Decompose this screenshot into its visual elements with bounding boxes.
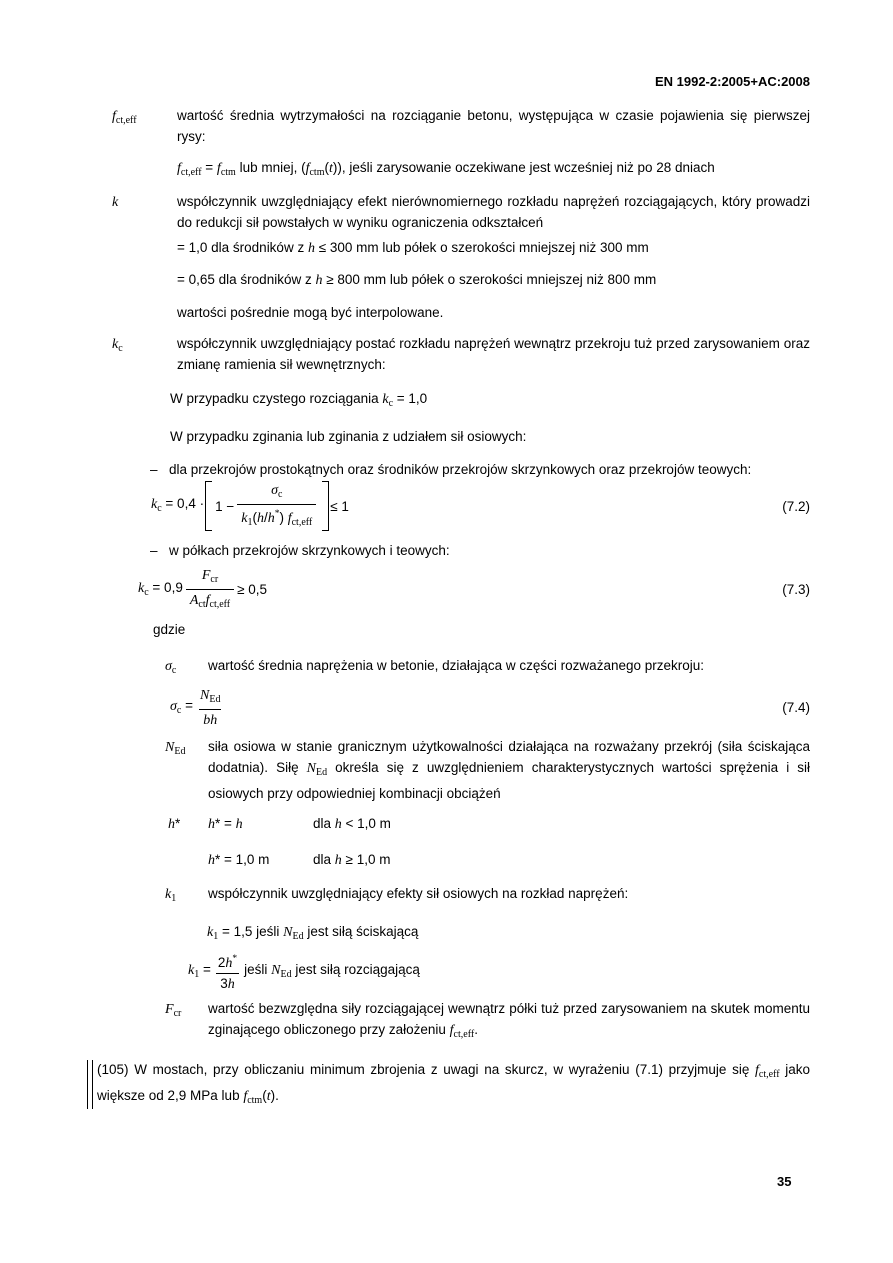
fraction: $\frac{\sigma_c}{k_1(h/h^*) f_{ct,eff}}$ — [237, 480, 316, 532]
note-105-text: (105) W mostach, przy obliczaniu minimum zbrojenia z uwagi na skurcz, w wyrażeniu (7.1) przyjmuje się $f_{ct,eff}$ jako większe od 2,9 MPa lub $f_{ctm}(t)$. — [97, 1062, 810, 1106]
equation-number: (7.3) — [782, 582, 810, 597]
formula-lhs: $\sigma_c$ = — [170, 697, 193, 716]
right-bracket — [322, 481, 329, 531]
hstar-condition: dla h < 1,0 m — [313, 816, 391, 832]
term-text-k: współczynnik uwzględniający efekt nierównomiernego rozkładu naprężeń rozciągających, który prowadzi do redukcji sił powstałych w wyniku ograniczenia odkształceń — [177, 194, 810, 230]
term-text-k1: współczynnik uwzględniający efekty sił osiowych na rozkład naprężeń: — [208, 886, 629, 901]
change-marker-icon — [87, 1060, 93, 1109]
hstar-row-1 — [97, 813, 810, 835]
term-row-k1 — [97, 883, 810, 909]
equation-7-2 — [151, 480, 810, 532]
term-row-fcteff — [97, 105, 810, 147]
formula-inner: 1 − — [215, 498, 235, 514]
fraction: $\frac{2h^*}{3h}$ — [217, 954, 238, 992]
document-header: EN 1992-2:2005+AC:2008 — [654, 74, 810, 89]
rule-k1-compression: $k_1 = 1,5$ jeśli $N_{Ed}$ jest siłą ściskającą — [207, 924, 419, 942]
rule-k-3: wartości pośrednie mogą być interpolowane. — [177, 305, 444, 320]
formula-rhs: jeśli $N_{Ed}$ jest siłą rozciągającą — [244, 962, 420, 980]
formula-lhs: $k_c = 0,9$ — [138, 579, 183, 598]
case-pure-tension: W przypadku czystego rozciągania $k_c = 1,0$ — [170, 391, 428, 409]
document-content — [97, 74, 810, 1111]
term-row-kc — [97, 333, 810, 375]
list-item-rect-sections — [150, 459, 810, 480]
term-row-sigma-c — [97, 655, 810, 681]
rule-k-1: = 1,0 dla środników z h ≤ 300 mm lub półek o szerokości mniejszej niż 300 mm — [177, 240, 649, 256]
term-row-fcr — [97, 998, 810, 1045]
term-text-fcteff: wartość średnia wytrzymałości na rozciąganie betonu, występująca w czasie pojawienia się pierwszej rysy: — [177, 108, 810, 144]
where-label: gdzie — [153, 622, 186, 637]
term-text-sigma-c: wartość średnia naprężenia w betonie, działająca w części rozważanego przekroju: — [208, 658, 705, 673]
hstar-row-2 — [97, 849, 810, 871]
fraction: $\frac{N_{Ed}}{bh}$ — [200, 688, 221, 728]
term-row-k — [97, 191, 810, 233]
hstar-condition: dla h ≥ 1,0 m — [313, 852, 391, 868]
term-text-kc: współczynnik uwzględniający postać rozkładu naprężeń wewnątrz przekroju tuż przed zarysowaniem oraz zmianę ramienia sił wewnętrznych: — [177, 336, 810, 372]
formula-sigma-c — [170, 685, 227, 730]
equation-number: (7.4) — [782, 700, 810, 715]
note-105 — [97, 1059, 810, 1111]
list-item-text: w półkach przekrojów skrzynkowych i teowych: — [169, 543, 450, 558]
term-row-ned — [97, 736, 810, 804]
formula-lhs: $k_c = 0,4$ · — [151, 496, 205, 514]
term-label-sigma-c: $\sigma_c$ — [165, 659, 177, 676]
formula-rhs: ≥ 0,5 — [237, 582, 268, 597]
equation-7-3 — [138, 565, 810, 614]
term-label-k: k — [112, 195, 119, 210]
hstar-value: h* = 1,0 m — [208, 852, 270, 868]
term-text-fcr: wartość bezwzględna siły rozciągającej wewnątrz półki tuż przed zarysowaniem na skutek momentu zginającego obliczonego przy założeniu $f_{ct,eff}$. — [208, 1001, 810, 1040]
term-text-ned: siła osiowa w stanie granicznym użytkowalności działająca na rozważany przekrój (siła ściskająca dodatnia). Siłę $N_{Ed}$ określa się z uwzględnieniem charakterystycznych wartości sprężenia i sił osiowych przy odpowiedniej kombinacji obciążeń — [208, 739, 810, 801]
hstar-value: h* = h — [208, 816, 243, 832]
formula-kc-flange — [138, 565, 267, 614]
left-bracket — [205, 481, 212, 531]
equation-7-4 — [170, 685, 810, 730]
formula-rhs: ≤ 1 — [330, 498, 349, 514]
formula-k1-tension — [188, 950, 810, 994]
formula-kc-rect — [151, 480, 349, 532]
term-label-kc: $k_c$ — [112, 337, 123, 354]
page-number: 35 — [777, 1174, 792, 1189]
rule-fcteff: $f_{ct,eff} = f_{ctm}$ lub mniej, $(f_{ctm}(t))$, jeśli zarysowanie oczekiwane jest wcześniej niż po 28 dniach — [177, 160, 715, 178]
rule-k-2: = 0,65 dla środników z h ≥ 800 mm lub półek o szerokości mniejszej niż 800 mm — [177, 272, 657, 288]
case-bending: W przypadku zginania lub zginania z udziałem sił osiowych: — [170, 429, 527, 444]
dash-icon: – — [150, 462, 158, 477]
list-item-flanges — [150, 540, 810, 561]
equation-number: (7.2) — [782, 498, 810, 514]
term-label-k1: $k_1$ — [165, 887, 177, 904]
list-item-text: dla przekrojów prostokątnych oraz środników przekrojów skrzynkowych oraz przekrojów teowych: — [169, 462, 752, 477]
term-label-fcteff: $f_{ct,eff}$ — [112, 109, 137, 126]
term-label-hstar: h* — [168, 816, 181, 832]
fraction: $\frac{F_{cr}}{A_{ct}f_{ct,eff}}$ — [186, 565, 234, 614]
term-label-fcr: $F_{cr}$ — [165, 1002, 182, 1019]
term-label-ned: $N_{Ed}$ — [165, 740, 186, 757]
dash-icon: – — [150, 543, 158, 558]
formula-lhs: $k_1$ = — [188, 962, 211, 980]
